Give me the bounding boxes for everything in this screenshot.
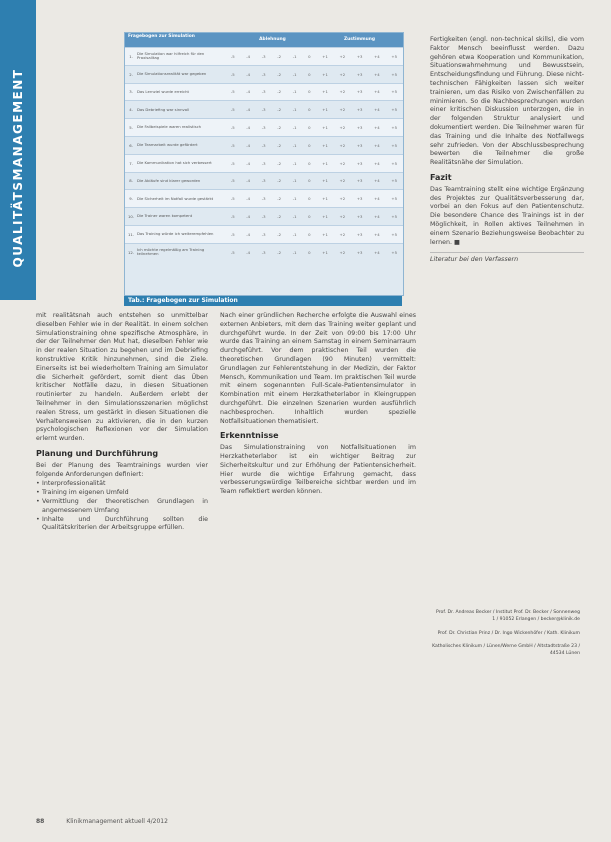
scale-value: 0: [308, 71, 311, 77]
scale-value: -5: [230, 89, 235, 95]
scale-value: -4: [246, 231, 251, 237]
scale-value: -4: [246, 196, 251, 202]
scale-value: -3: [261, 142, 266, 148]
column-2: [220, 312, 416, 498]
scale-value: -4: [246, 125, 251, 131]
scale-value: -2: [277, 125, 282, 131]
table-row: [125, 207, 403, 225]
table-row: [125, 118, 403, 136]
scale-value: +5: [391, 107, 397, 113]
scale-value: -5: [230, 196, 235, 202]
scale-value: +1: [322, 249, 328, 255]
scale-value: +3: [356, 142, 363, 148]
scale-value: -4: [246, 53, 251, 59]
scale-value: +1: [322, 53, 328, 59]
row-number: 10.: [127, 214, 135, 220]
row-question: Die Kommunikation hat sich verbessert: [137, 160, 212, 166]
scale-value: +4: [374, 53, 380, 59]
scale-value: -1: [292, 249, 297, 255]
scale-value: +4: [374, 125, 380, 131]
author-info: [432, 610, 580, 665]
literature-note: Literatur bei den Verfassern: [430, 252, 584, 265]
scale-value: +5: [391, 160, 397, 166]
table-header-agree: Zustimmung: [343, 37, 376, 42]
scale-value: 0: [308, 178, 311, 184]
list-item: • Interprofessionalität: [36, 480, 208, 489]
scale-value: -5: [230, 231, 235, 237]
scale-value: -4: [246, 89, 251, 95]
scale-value: -2: [277, 53, 282, 59]
scale-value: -2: [277, 214, 282, 220]
table-row: [125, 83, 403, 101]
scale-value: -1: [292, 71, 297, 77]
scale-value: +3: [356, 214, 363, 220]
scale-value: 0: [308, 142, 311, 148]
rating-scale: [225, 178, 403, 183]
scale-value: +3: [356, 196, 363, 202]
scale-value: -2: [277, 196, 282, 202]
scale-value: -2: [277, 231, 282, 237]
scale-value: +2: [339, 214, 346, 220]
row-number: 8.: [129, 178, 133, 184]
scale-value: +5: [391, 231, 397, 237]
scale-value: -3: [261, 249, 266, 255]
scale-value: -1: [292, 196, 297, 202]
scale-value: 0: [308, 249, 311, 255]
scale-value: 0: [308, 125, 311, 131]
scale-value: +1: [322, 107, 328, 113]
scale-value: +4: [374, 89, 380, 95]
scale-value: +2: [339, 71, 346, 77]
col2-body2: Das Simulationstraining von Notfallsituationen im Herzkatheterlabor ist ein wichtiger Beitrag zur Sicherheitskultur und zur Erhöhung der Patientensicherheit. Hier wurde die wichtige Erfahrung gemacht, dass verbesserungswürdige Teilbereiche sichtbar werden und im Team reflektiert werden können.: [220, 444, 416, 496]
rating-scale: [225, 196, 403, 201]
author-block: Katholisches Klinikum / Lünen/Werne GmbH / Altstadtstraße 23 / 44534 Lünen: [432, 644, 580, 657]
scale-value: -5: [230, 249, 235, 255]
scale-value: -1: [292, 214, 297, 220]
scale-value: +1: [322, 214, 328, 220]
scale-value: -5: [230, 53, 235, 59]
scale-value: +5: [391, 53, 397, 59]
list-item: • Vermittlung der theoretischen Grundlagen in angemessenem Umfang: [36, 498, 208, 516]
scale-value: +5: [391, 125, 397, 131]
table-header: [125, 33, 403, 47]
scale-value: +4: [374, 196, 380, 202]
rating-scale: [225, 250, 403, 255]
scale-value: +3: [356, 125, 363, 131]
scale-value: 0: [308, 196, 311, 202]
scale-value: +5: [391, 196, 397, 202]
scale-value: -3: [261, 214, 266, 220]
scale-value: -5: [230, 178, 235, 184]
scale-value: 0: [308, 214, 311, 220]
scale-value: -3: [261, 125, 266, 131]
scale-value: -4: [246, 142, 251, 148]
scale-value: +2: [339, 196, 346, 202]
table-header-reject: Ablehnung: [259, 37, 286, 42]
scale-value: -5: [230, 125, 235, 131]
scale-value: -2: [277, 107, 282, 113]
scale-value: -3: [261, 53, 266, 59]
row-question: Die Sicherheit im Notfall wurde gestärkt: [137, 195, 214, 201]
scale-value: +4: [374, 71, 380, 77]
rating-scale: [225, 72, 403, 77]
scale-value: +5: [391, 249, 397, 255]
journal-name: Klinikmanagement aktuell 4/2012: [66, 818, 168, 825]
scale-value: -1: [292, 160, 297, 166]
page-number: 88: [36, 818, 45, 825]
scale-value: +5: [391, 178, 397, 184]
scale-value: -1: [292, 89, 297, 95]
scale-value: +4: [374, 142, 380, 148]
col2-heading: Erkenntnisse: [220, 431, 279, 441]
scale-value: +4: [374, 160, 380, 166]
scale-value: 0: [308, 89, 311, 95]
scale-value: -1: [292, 178, 297, 184]
scale-value: +1: [322, 89, 328, 95]
rating-scale: [225, 161, 403, 166]
scale-value: +5: [391, 71, 397, 77]
column-3: [430, 36, 584, 265]
scale-value: +2: [339, 89, 346, 95]
questionnaire-table: [124, 32, 404, 296]
rating-scale: [225, 125, 403, 130]
list-item: • Inhalte und Durchführung sollten die Qualitätskriterien der Arbeitsgruppe erfüllen.: [36, 516, 208, 534]
row-question: Das Debriefing war sinnvoll: [137, 106, 190, 112]
row-question: Die Simulation war hilfreich für den Praxisalltag: [137, 51, 205, 61]
scale-value: +1: [322, 142, 328, 148]
table-body: [125, 47, 403, 261]
table-row: [125, 189, 403, 207]
col1-intro: Bei der Planung des Teamtrainings wurden vier folgende Anforderungen definiert:: [36, 461, 208, 478]
rating-scale: [225, 89, 403, 94]
col3-body2: Das Teamtraining stellt eine wichtige Ergänzung des Projektes zur Qualitätsverbesserung dar, vorbei an den Fokus auf den Patientenschutz. Die besondere Chance des Trainings ist in der Möglichkeit, in Rollen aktives Teilnehmen in einem Szenario Beziehungsweise Beobachter zu lernen. ■: [430, 185, 584, 246]
rating-scale: [225, 143, 403, 148]
list-item: • Training im eigenen Umfeld: [36, 489, 208, 498]
table-caption: Tab.: Fragebogen zur Simulation: [124, 296, 402, 306]
row-number: 5.: [129, 125, 133, 131]
scale-value: -2: [277, 71, 282, 77]
row-number: 3.: [129, 89, 133, 95]
scale-value: -4: [246, 214, 251, 220]
scale-value: +2: [339, 160, 346, 166]
scale-value: +1: [322, 125, 328, 131]
scale-value: +3: [356, 249, 363, 255]
scale-value: +5: [391, 89, 397, 95]
table-row: [125, 100, 403, 118]
rating-scale: [225, 232, 403, 237]
scale-value: -4: [246, 178, 251, 184]
scale-value: +5: [391, 142, 397, 148]
scale-value: +1: [322, 71, 328, 77]
scale-value: +3: [356, 53, 363, 59]
row-number: 9.: [129, 196, 133, 202]
row-number: 12.: [127, 249, 135, 255]
col1-heading: Planung und Durchführung: [36, 448, 159, 458]
row-question: Die Trainer waren kompetent: [137, 213, 193, 219]
col3-heading: Fazit: [430, 172, 452, 182]
row-question: Die Abläufe sind klarer geworden: [137, 177, 201, 183]
scale-value: -2: [277, 249, 282, 255]
scale-value: +2: [339, 125, 346, 131]
section-sidebar: [0, 0, 36, 300]
scale-value: +1: [322, 178, 328, 184]
scale-value: +4: [374, 249, 380, 255]
table-row: [125, 47, 403, 65]
scale-value: -3: [261, 89, 266, 95]
table-row: [125, 65, 403, 83]
scale-value: -2: [277, 160, 282, 166]
scale-value: +3: [356, 231, 363, 237]
scale-value: +1: [322, 196, 328, 202]
row-question: Ich möchte regelmäßig am Training teilnehmen: [137, 246, 205, 257]
scale-value: -2: [277, 142, 282, 148]
row-question: Die Fallbeispiele waren realistisch: [137, 124, 202, 130]
scale-value: +2: [339, 53, 346, 59]
table-row: [125, 225, 403, 243]
author-block: Prof. Dr. Andreas Becker / Institut Prof. Dr. Becker / Sonnenweg 1 / 91052 Erlangen / becker@klinik.de: [436, 610, 580, 622]
table-row: [125, 243, 403, 261]
scale-value: 0: [308, 231, 311, 237]
scale-value: -5: [230, 160, 235, 166]
rating-scale: [225, 214, 403, 219]
scale-value: +1: [322, 160, 328, 166]
scale-value: -2: [277, 178, 282, 184]
scale-value: +3: [356, 178, 363, 184]
scale-value: +4: [374, 231, 380, 237]
scale-value: -5: [230, 71, 235, 77]
scale-value: +4: [374, 214, 380, 220]
scale-value: -1: [292, 107, 297, 113]
column-1: [36, 312, 208, 533]
scale-value: -1: [292, 53, 297, 59]
author-block: Prof. Dr. Christian Prinz / Dr. Ingo Wickenhöfer / Kath. Klinikum: [437, 630, 580, 636]
row-question: Das Lernziel wurde erreicht: [137, 88, 190, 94]
scale-value: +5: [391, 214, 397, 220]
row-question: Die Simulationsrealität war gegeben: [137, 71, 207, 77]
scale-value: -3: [261, 160, 266, 166]
col3-body: Fertigkeiten (engl. non-technical skills), die vom Faktor Mensch beeinflusst werden. Dazu gehören etwa Kooperation und Kommunikation, Situationswahrnehmung und Bewusstsein, Entscheidungsfindung und Führung. Diese nicht-technischen Fähigkeiten lassen sich weiter trainieren, um das Risiko von Zwischenfällen zu minimieren. So die Nachbesprechungen wurden einer kritischen Diskussion unterzogen, die in der folgenden Struktur analysiert und dokumentiert werden. Die Teilnehmer waren für das Training und die Inhalte des Notfallwegs sehr zufrieden. Von der Abschlussbesprechung bewerten die Teilnehmer die große Realitätsnähe der Simulation.: [430, 36, 584, 167]
rating-scale: [225, 107, 403, 112]
section-title: QUALITÄTSMANAGEMENT: [11, 68, 25, 268]
scale-value: -5: [230, 214, 235, 220]
scale-value: -3: [261, 196, 266, 202]
scale-value: +3: [356, 160, 363, 166]
table-row: [125, 136, 403, 154]
scale-value: +2: [339, 178, 346, 184]
table-row: [125, 172, 403, 190]
col1-bullets: [36, 480, 208, 533]
col1-body: mit realitätsnah auch entstehen so unmittelbar dieselben Fehler wie in der Realität. In einem solchen Simulationstraining ohne spezifische Atmosphäre, in der der Teilnehmer den Mut hat, dieselben Fehler wie in der realen Situation zu begehen und im Debriefing konstruktive Kritik hinzunehmen, sind die Ziele. Einerseits ist bei wiederholtem Training am Simulator die Sicherheit gefördert, somit dient das Üben kritischer Notfälle dazu, in diesen Situationen routinierter zu handeln. Außerdem erlebt der Teilnehmer in den Simulationsszenarien möglichst realen Stress, um gestärkt in diesen Situationen die Verhaltensweisen zu aktivieren, die in den kurzen psychologischen Reflexionen vor der Simulation erlernt wurden.: [36, 312, 208, 443]
scale-value: 0: [308, 160, 311, 166]
scale-value: +3: [356, 107, 363, 113]
scale-value: -4: [246, 249, 251, 255]
scale-value: -1: [292, 231, 297, 237]
row-number: 7.: [129, 160, 133, 166]
row-number: 11.: [127, 231, 135, 237]
scale-value: -3: [261, 178, 266, 184]
row-number: 2.: [129, 71, 133, 77]
row-question: Die Teamarbeit wurde gefördert: [137, 142, 198, 148]
scale-value: -1: [292, 142, 297, 148]
scale-value: +1: [322, 231, 328, 237]
row-number: 6.: [129, 142, 133, 148]
col2-body: Nach einer gründlichen Recherche erfolgte die Auswahl eines externen Anbieters, mit dem das Training weiter geplant und durchgeführt wurde. In der Zeit von 09:00 bis 17:00 Uhr wurde das Training an einem Samstag in einem Seminarraum durchgeführt. Vor dem praktischen Teil wurden die theoretischen Grundlagen (90 Minuten) vermittelt: Grundlagen zur Fehlerentstehung in der Medizin, der Faktor Mensch, Kommunikation und Team. Im praktischen Teil wurde mit einem sogenannten Full-Scale-Patientensimulator in Kombination mit einem Herzkatheterlabor in Kleingruppen durchgeführt. Die einzelnen Szenarien wurden ausführlich nachbesprochen. Inhaltlich wurden spezielle Notfallsituationen thematisiert.: [220, 312, 416, 425]
scale-value: +2: [339, 142, 346, 148]
scale-value: 0: [308, 107, 311, 113]
scale-value: -4: [246, 160, 251, 166]
rating-scale: [225, 54, 403, 59]
scale-value: -2: [277, 89, 282, 95]
scale-value: -1: [292, 125, 297, 131]
scale-value: +4: [374, 107, 380, 113]
scale-value: -3: [261, 231, 266, 237]
scale-value: +4: [374, 178, 380, 184]
scale-value: +3: [356, 71, 363, 77]
table-header-main: Fragebogen zur Simulation: [128, 34, 195, 39]
scale-value: -3: [261, 71, 266, 77]
scale-value: -4: [246, 107, 251, 113]
row-number: 1.: [129, 53, 133, 59]
scale-value: -5: [230, 107, 235, 113]
page-footer: [36, 818, 168, 825]
scale-value: +2: [339, 107, 346, 113]
scale-value: +3: [356, 89, 363, 95]
scale-value: +2: [339, 231, 346, 237]
row-number: 4.: [129, 107, 133, 113]
scale-value: 0: [308, 53, 311, 59]
scale-value: -4: [246, 71, 251, 77]
scale-value: +2: [339, 249, 346, 255]
scale-value: -3: [261, 107, 266, 113]
scale-value: -5: [230, 142, 235, 148]
table-row: [125, 154, 403, 172]
row-question: Das Training würde ich weiterempfehlen: [137, 231, 214, 237]
